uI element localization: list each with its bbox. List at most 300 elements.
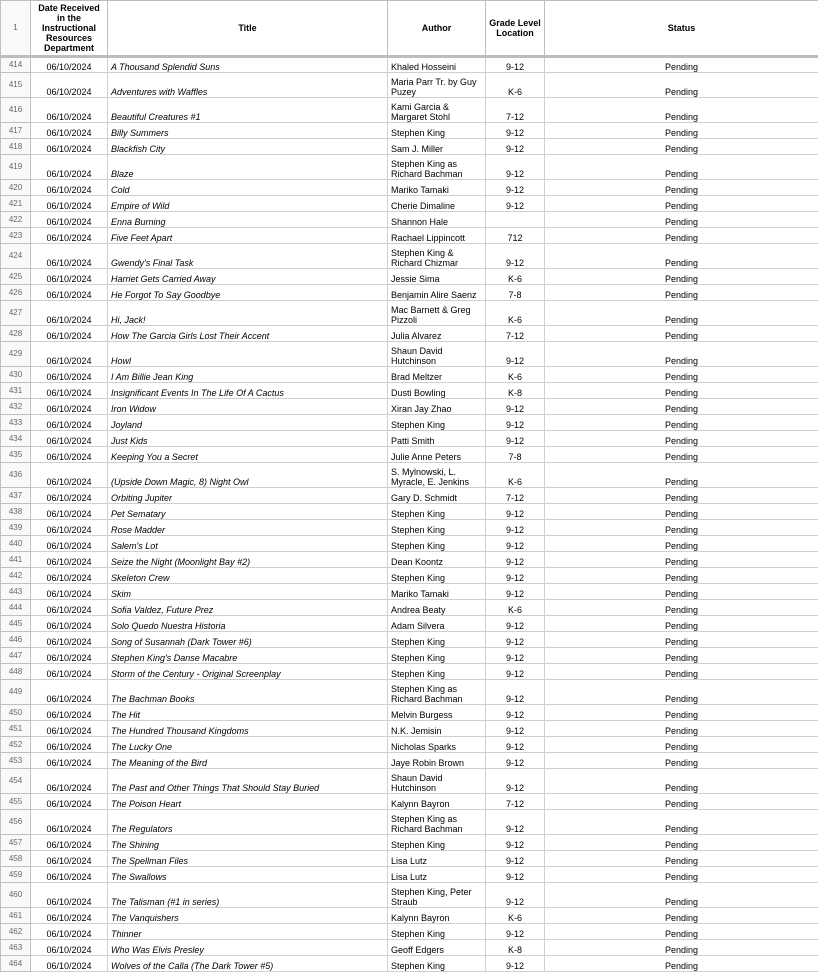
cell-grade[interactable]: 9-12 [486,180,545,196]
cell-title[interactable]: The Spellman Files [108,851,388,867]
cell-author[interactable]: Julia Alvarez [388,326,486,342]
cell-date[interactable]: 06/10/2024 [31,73,108,98]
cell-title[interactable]: The Bachman Books [108,680,388,705]
cell-date[interactable]: 06/10/2024 [31,139,108,155]
cell-author[interactable]: Stephen King [388,648,486,664]
cell-author[interactable]: Stephen King as Richard Bachman [388,155,486,180]
cell-title[interactable]: Cold [108,180,388,196]
cell-date[interactable]: 06/10/2024 [31,212,108,228]
cell-author[interactable]: Julie Anne Peters [388,447,486,463]
cell-date[interactable]: 06/10/2024 [31,794,108,810]
cell-title[interactable]: Rose Madder [108,520,388,536]
cell-grade[interactable]: 9-12 [486,123,545,139]
cell-title[interactable]: The Talisman (#1 in series) [108,883,388,908]
cell-author[interactable]: Stephen King [388,504,486,520]
cell-status[interactable]: Pending [545,835,818,851]
cell-grade[interactable]: 9-12 [486,399,545,415]
cell-date[interactable]: 06/10/2024 [31,520,108,536]
cell-author[interactable]: Stephen King [388,632,486,648]
cell-date[interactable]: 06/10/2024 [31,664,108,680]
cell-status[interactable]: Pending [545,367,818,383]
row-number[interactable]: 450 [1,705,31,721]
cell-author[interactable]: Stephen King & Richard Chizmar [388,244,486,269]
row-number[interactable]: 429 [1,342,31,367]
row-number[interactable]: 459 [1,867,31,883]
row-number[interactable]: 421 [1,196,31,212]
cell-date[interactable]: 06/10/2024 [31,399,108,415]
row-number[interactable]: 438 [1,504,31,520]
cell-grade[interactable]: 9-12 [486,883,545,908]
cell-author[interactable]: N.K. Jemisin [388,721,486,737]
cell-title[interactable]: Blackfish City [108,139,388,155]
cell-status[interactable]: Pending [545,584,818,600]
row-number[interactable]: 417 [1,123,31,139]
cell-status[interactable]: Pending [545,155,818,180]
cell-grade[interactable]: 9-12 [486,415,545,431]
cell-grade[interactable]: 9-12 [486,705,545,721]
cell-author[interactable]: Shaun David Hutchinson [388,342,486,367]
cell-grade[interactable]: 9-12 [486,616,545,632]
cell-author[interactable]: Jaye Robin Brown [388,753,486,769]
cell-status[interactable]: Pending [545,810,818,835]
cell-author[interactable]: Stephen King, Peter Straub [388,883,486,908]
cell-grade[interactable]: 9-12 [486,851,545,867]
cell-author[interactable]: Gary D. Schmidt [388,488,486,504]
cell-title[interactable]: Adventures with Waffles [108,73,388,98]
cell-status[interactable]: Pending [545,664,818,680]
cell-title[interactable]: Pet Sematary [108,504,388,520]
cell-status[interactable]: Pending [545,269,818,285]
cell-grade[interactable]: 9-12 [486,810,545,835]
cell-grade[interactable]: K-6 [486,301,545,326]
cell-status[interactable]: Pending [545,552,818,568]
cell-title[interactable]: Empire of Wild [108,196,388,212]
cell-date[interactable]: 06/10/2024 [31,342,108,367]
cell-grade[interactable]: 9-12 [486,753,545,769]
cell-grade[interactable]: 7-12 [486,794,545,810]
cell-grade[interactable]: 9-12 [486,867,545,883]
cell-date[interactable]: 06/10/2024 [31,835,108,851]
cell-status[interactable]: Pending [545,399,818,415]
cell-date[interactable]: 06/10/2024 [31,180,108,196]
cell-title[interactable]: The Meaning of the Bird [108,753,388,769]
cell-status[interactable]: Pending [545,431,818,447]
row-number[interactable]: 435 [1,447,31,463]
row-number[interactable]: 1 [1,1,31,57]
cell-author[interactable]: Mariko Tamaki [388,584,486,600]
cell-status[interactable]: Pending [545,536,818,552]
row-number[interactable]: 447 [1,648,31,664]
cell-status[interactable]: Pending [545,415,818,431]
row-number[interactable]: 428 [1,326,31,342]
cell-status[interactable]: Pending [545,383,818,399]
cell-title[interactable]: Insignificant Events In The Life Of A Cactus [108,383,388,399]
row-number[interactable]: 449 [1,680,31,705]
cell-status[interactable]: Pending [545,123,818,139]
cell-author[interactable]: Patti Smith [388,431,486,447]
cell-grade[interactable]: K-6 [486,73,545,98]
cell-date[interactable]: 06/10/2024 [31,431,108,447]
cell-title[interactable]: The Hundred Thousand Kingdoms [108,721,388,737]
cell-date[interactable]: 06/10/2024 [31,721,108,737]
row-number[interactable]: 458 [1,851,31,867]
row-number[interactable]: 444 [1,600,31,616]
cell-title[interactable]: The Lucky One [108,737,388,753]
cell-author[interactable]: Jessie Sima [388,269,486,285]
cell-title[interactable]: Seize the Night (Moonlight Bay #2) [108,552,388,568]
cell-title[interactable]: A Thousand Splendid Suns [108,57,388,73]
cell-title[interactable]: Joyland [108,415,388,431]
row-number[interactable]: 460 [1,883,31,908]
cell-date[interactable]: 06/10/2024 [31,956,108,972]
cell-grade[interactable]: K-6 [486,269,545,285]
cell-author[interactable]: Adam Silvera [388,616,486,632]
cell-author[interactable]: Nicholas Sparks [388,737,486,753]
cell-author[interactable]: Shannon Hale [388,212,486,228]
cell-title[interactable]: Gwendy's Final Task [108,244,388,269]
cell-author[interactable]: Dean Koontz [388,552,486,568]
cell-title[interactable]: The Poison Heart [108,794,388,810]
cell-grade[interactable]: K-6 [486,908,545,924]
column-header-status[interactable]: Status [545,1,818,57]
cell-author[interactable]: Brad Meltzer [388,367,486,383]
column-header-author[interactable]: Author [388,1,486,57]
cell-grade[interactable]: 7-8 [486,285,545,301]
cell-author[interactable]: Stephen King [388,664,486,680]
cell-date[interactable]: 06/10/2024 [31,504,108,520]
cell-grade[interactable]: 7-12 [486,326,545,342]
cell-author[interactable]: Kalynn Bayron [388,908,486,924]
cell-grade[interactable]: 712 [486,228,545,244]
cell-author[interactable]: Kalynn Bayron [388,794,486,810]
cell-date[interactable]: 06/10/2024 [31,908,108,924]
cell-title[interactable]: Beautiful Creatures #1 [108,98,388,123]
cell-title[interactable]: Howl [108,342,388,367]
row-number[interactable]: 420 [1,180,31,196]
cell-date[interactable]: 06/10/2024 [31,810,108,835]
cell-grade[interactable]: 9-12 [486,568,545,584]
cell-date[interactable]: 06/10/2024 [31,447,108,463]
cell-status[interactable]: Pending [545,737,818,753]
row-number[interactable]: 445 [1,616,31,632]
cell-grade[interactable]: 9-12 [486,664,545,680]
cell-grade[interactable]: 9-12 [486,520,545,536]
cell-status[interactable]: Pending [545,326,818,342]
cell-status[interactable]: Pending [545,680,818,705]
cell-date[interactable]: 06/10/2024 [31,867,108,883]
row-number[interactable]: 463 [1,940,31,956]
cell-date[interactable]: 06/10/2024 [31,383,108,399]
cell-date[interactable]: 06/10/2024 [31,705,108,721]
cell-title[interactable]: Song of Susannah (Dark Tower #6) [108,632,388,648]
cell-date[interactable]: 06/10/2024 [31,536,108,552]
cell-author[interactable]: Lisa Lutz [388,867,486,883]
cell-date[interactable]: 06/10/2024 [31,367,108,383]
cell-date[interactable]: 06/10/2024 [31,924,108,940]
cell-title[interactable]: Wolves of the Calla (The Dark Tower #5) [108,956,388,972]
cell-grade[interactable]: 9-12 [486,155,545,180]
cell-date[interactable]: 06/10/2024 [31,463,108,488]
cell-date[interactable]: 06/10/2024 [31,196,108,212]
cell-status[interactable]: Pending [545,520,818,536]
row-number[interactable]: 451 [1,721,31,737]
cell-grade[interactable]: 9-12 [486,924,545,940]
cell-date[interactable]: 06/10/2024 [31,415,108,431]
row-number[interactable]: 416 [1,98,31,123]
cell-status[interactable]: Pending [545,867,818,883]
cell-grade[interactable]: 9-12 [486,721,545,737]
row-number[interactable]: 446 [1,632,31,648]
cell-title[interactable]: Who Was Elvis Presley [108,940,388,956]
cell-author[interactable]: Maria Parr Tr. by Guy Puzey [388,73,486,98]
cell-grade[interactable]: K-8 [486,940,545,956]
column-header-date[interactable]: Date Received in the Instructional Resources Department [31,1,108,57]
cell-grade[interactable]: 9-12 [486,552,545,568]
cell-title[interactable]: Orbiting Jupiter [108,488,388,504]
row-number[interactable]: 448 [1,664,31,680]
cell-title[interactable]: The Hit [108,705,388,721]
column-header-title[interactable]: Title [108,1,388,57]
row-number[interactable]: 462 [1,924,31,940]
cell-status[interactable]: Pending [545,57,818,73]
cell-grade[interactable]: 7-12 [486,488,545,504]
cell-author[interactable]: Stephen King as Richard Bachman [388,680,486,705]
cell-grade[interactable]: 9-12 [486,956,545,972]
cell-grade[interactable]: 9-12 [486,504,545,520]
cell-title[interactable]: Skeleton Crew [108,568,388,584]
cell-title[interactable]: Five Feet Apart [108,228,388,244]
cell-date[interactable]: 06/10/2024 [31,552,108,568]
cell-grade[interactable]: 9-12 [486,342,545,367]
row-number[interactable]: 453 [1,753,31,769]
cell-title[interactable]: Thinner [108,924,388,940]
cell-grade[interactable]: 9-12 [486,680,545,705]
cell-title[interactable]: He Forgot To Say Goodbye [108,285,388,301]
row-number[interactable]: 423 [1,228,31,244]
cell-grade[interactable]: 9-12 [486,536,545,552]
cell-date[interactable]: 06/10/2024 [31,123,108,139]
row-number[interactable]: 422 [1,212,31,228]
cell-grade[interactable]: 9-12 [486,769,545,794]
cell-date[interactable]: 06/10/2024 [31,568,108,584]
cell-grade[interactable]: 9-12 [486,57,545,73]
cell-status[interactable]: Pending [545,883,818,908]
cell-author[interactable]: Stephen King [388,415,486,431]
cell-date[interactable]: 06/10/2024 [31,584,108,600]
cell-title[interactable]: Storm of the Century - Original Screenplay [108,664,388,680]
cell-author[interactable]: S. Mylnowski, L. Myracle, E. Jenkins [388,463,486,488]
cell-date[interactable]: 06/10/2024 [31,269,108,285]
cell-title[interactable]: The Vanquishers [108,908,388,924]
cell-author[interactable]: Stephen King [388,536,486,552]
cell-title[interactable]: Solo Quedo Nuestra Historia [108,616,388,632]
cell-title[interactable]: Sofia Valdez, Future Prez [108,600,388,616]
cell-status[interactable]: Pending [545,851,818,867]
cell-author[interactable]: Mac Barnett & Greg Pizzoli [388,301,486,326]
cell-author[interactable]: Stephen King [388,123,486,139]
row-number[interactable]: 461 [1,908,31,924]
cell-date[interactable]: 06/10/2024 [31,285,108,301]
cell-grade[interactable]: K-6 [486,463,545,488]
cell-status[interactable]: Pending [545,73,818,98]
cell-grade[interactable]: K-8 [486,383,545,399]
cell-status[interactable]: Pending [545,285,818,301]
cell-grade[interactable]: 9-12 [486,431,545,447]
cell-date[interactable]: 06/10/2024 [31,326,108,342]
cell-date[interactable]: 06/10/2024 [31,616,108,632]
cell-title[interactable]: Salem's Lot [108,536,388,552]
cell-status[interactable]: Pending [545,447,818,463]
cell-author[interactable]: Shaun David Hutchinson [388,769,486,794]
cell-grade[interactable]: 9-12 [486,196,545,212]
row-number[interactable]: 436 [1,463,31,488]
cell-title[interactable]: Enna Burning [108,212,388,228]
cell-title[interactable]: The Regulators [108,810,388,835]
cell-author[interactable]: Khaled Hosseini [388,57,486,73]
row-number[interactable]: 455 [1,794,31,810]
cell-date[interactable]: 06/10/2024 [31,301,108,326]
cell-status[interactable]: Pending [545,705,818,721]
cell-status[interactable]: Pending [545,212,818,228]
row-number[interactable]: 434 [1,431,31,447]
cell-author[interactable]: Benjamin Alire Saenz [388,285,486,301]
cell-author[interactable]: Dusti Bowling [388,383,486,399]
cell-title[interactable]: The Swallows [108,867,388,883]
cell-status[interactable]: Pending [545,616,818,632]
row-number[interactable]: 419 [1,155,31,180]
cell-date[interactable]: 06/10/2024 [31,648,108,664]
row-number[interactable]: 457 [1,835,31,851]
cell-grade[interactable]: 9-12 [486,632,545,648]
row-number[interactable]: 452 [1,737,31,753]
row-number[interactable]: 454 [1,769,31,794]
cell-date[interactable]: 06/10/2024 [31,883,108,908]
cell-title[interactable]: The Shining [108,835,388,851]
cell-status[interactable]: Pending [545,139,818,155]
row-number[interactable]: 430 [1,367,31,383]
cell-grade[interactable]: 9-12 [486,244,545,269]
cell-status[interactable]: Pending [545,956,818,972]
cell-status[interactable]: Pending [545,753,818,769]
cell-status[interactable]: Pending [545,98,818,123]
cell-date[interactable]: 06/10/2024 [31,940,108,956]
row-number[interactable]: 415 [1,73,31,98]
column-header-grade[interactable]: Grade Level Location [486,1,545,57]
cell-date[interactable]: 06/10/2024 [31,680,108,705]
cell-author[interactable]: Kami Garcia & Margaret Stohl [388,98,486,123]
cell-grade[interactable]: K-6 [486,600,545,616]
cell-title[interactable]: Stephen King's Danse Macabre [108,648,388,664]
cell-author[interactable]: Rachael Lippincott [388,228,486,244]
cell-title[interactable]: Just Kids [108,431,388,447]
row-number[interactable]: 433 [1,415,31,431]
cell-date[interactable]: 06/10/2024 [31,600,108,616]
cell-status[interactable]: Pending [545,504,818,520]
cell-grade[interactable]: 7-12 [486,98,545,123]
cell-grade[interactable] [486,212,545,228]
cell-status[interactable]: Pending [545,769,818,794]
cell-author[interactable]: Xiran Jay Zhao [388,399,486,415]
row-number[interactable]: 426 [1,285,31,301]
cell-grade[interactable]: 9-12 [486,648,545,664]
cell-grade[interactable]: 9-12 [486,737,545,753]
cell-grade[interactable]: K-6 [486,367,545,383]
cell-author[interactable]: Mariko Tamaki [388,180,486,196]
row-number[interactable]: 418 [1,139,31,155]
cell-date[interactable]: 06/10/2024 [31,632,108,648]
cell-status[interactable]: Pending [545,940,818,956]
cell-status[interactable]: Pending [545,908,818,924]
cell-date[interactable]: 06/10/2024 [31,244,108,269]
row-number[interactable]: 437 [1,488,31,504]
cell-title[interactable]: Iron Widow [108,399,388,415]
row-number[interactable]: 432 [1,399,31,415]
cell-status[interactable]: Pending [545,342,818,367]
cell-status[interactable]: Pending [545,301,818,326]
cell-title[interactable]: The Past and Other Things That Should Stay Buried [108,769,388,794]
cell-date[interactable]: 06/10/2024 [31,769,108,794]
cell-status[interactable]: Pending [545,196,818,212]
cell-title[interactable]: I Am Billie Jean King [108,367,388,383]
cell-title[interactable]: Keeping You a Secret [108,447,388,463]
cell-title[interactable]: How The Garcia Girls Lost Their Accent [108,326,388,342]
row-number[interactable]: 441 [1,552,31,568]
cell-title[interactable]: Skim [108,584,388,600]
cell-grade[interactable]: 9-12 [486,835,545,851]
cell-title[interactable]: Billy Summers [108,123,388,139]
cell-author[interactable]: Stephen King [388,835,486,851]
cell-date[interactable]: 06/10/2024 [31,753,108,769]
cell-author[interactable]: Stephen King as Richard Bachman [388,810,486,835]
cell-date[interactable]: 06/10/2024 [31,57,108,73]
cell-status[interactable]: Pending [545,244,818,269]
row-number[interactable]: 440 [1,536,31,552]
cell-date[interactable]: 06/10/2024 [31,737,108,753]
cell-author[interactable]: Andrea Beaty [388,600,486,616]
row-number[interactable]: 414 [1,57,31,73]
row-number[interactable]: 431 [1,383,31,399]
row-number[interactable]: 442 [1,568,31,584]
cell-status[interactable]: Pending [545,924,818,940]
cell-author[interactable]: Sam J. Miller [388,139,486,155]
cell-author[interactable]: Melvin Burgess [388,705,486,721]
cell-date[interactable]: 06/10/2024 [31,98,108,123]
cell-author[interactable]: Lisa Lutz [388,851,486,867]
cell-status[interactable]: Pending [545,568,818,584]
row-number[interactable]: 456 [1,810,31,835]
cell-date[interactable]: 06/10/2024 [31,228,108,244]
cell-author[interactable]: Stephen King [388,956,486,972]
cell-date[interactable]: 06/10/2024 [31,488,108,504]
cell-author[interactable]: Stephen King [388,924,486,940]
row-number[interactable]: 443 [1,584,31,600]
cell-author[interactable]: Cherie Dimaline [388,196,486,212]
cell-status[interactable]: Pending [545,721,818,737]
cell-status[interactable]: Pending [545,600,818,616]
cell-grade[interactable]: 9-12 [486,139,545,155]
cell-author[interactable]: Stephen King [388,520,486,536]
cell-author[interactable]: Stephen King [388,568,486,584]
cell-title[interactable]: Harriet Gets Carried Away [108,269,388,285]
cell-title[interactable]: Hi, Jack! [108,301,388,326]
cell-date[interactable]: 06/10/2024 [31,155,108,180]
row-number[interactable]: 464 [1,956,31,972]
cell-author[interactable]: Geoff Edgers [388,940,486,956]
row-number[interactable]: 424 [1,244,31,269]
row-number[interactable]: 427 [1,301,31,326]
cell-grade[interactable]: 9-12 [486,584,545,600]
cell-title[interactable]: Blaze [108,155,388,180]
